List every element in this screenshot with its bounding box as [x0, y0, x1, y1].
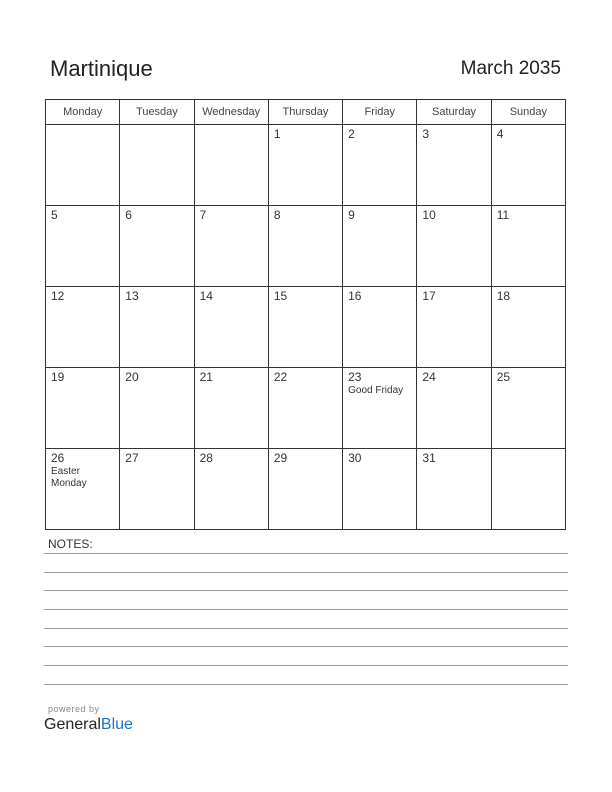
day-number: 30: [348, 451, 362, 465]
calendar-week-row: [46, 206, 566, 287]
holiday-label: Easter Monday: [51, 466, 87, 489]
note-line: [44, 553, 568, 554]
note-line: [44, 572, 568, 573]
day-number: 9: [348, 208, 355, 222]
weekday-header: Tuesday: [120, 100, 194, 125]
brand-general: General: [44, 716, 101, 733]
calendar-day-cell: [120, 206, 194, 287]
holiday-label: Good Friday: [348, 385, 404, 396]
day-number: 21: [199, 370, 213, 384]
day-number: 4: [496, 127, 504, 141]
day-number: 29: [273, 451, 288, 465]
day-number: 8: [273, 208, 281, 222]
calendar-day-cell: [268, 125, 342, 206]
calendar-day-cell: [268, 287, 342, 368]
weekday-header: Sunday: [491, 100, 565, 125]
brand-blue: Blue: [100, 716, 133, 733]
calendar-day-cell: [46, 368, 120, 449]
note-line: [44, 628, 568, 629]
weekday-header: Friday: [343, 100, 417, 125]
calendar-day-cell: [120, 125, 194, 206]
calendar-day-cell: [46, 287, 120, 368]
weekday-header-row: [46, 100, 566, 125]
calendar-day-cell: [268, 368, 342, 449]
weekday-header: Thursday: [268, 100, 342, 125]
calendar-day-cell: [417, 125, 491, 206]
day-number: 31: [422, 451, 436, 465]
day-number: 13: [125, 289, 139, 303]
note-line: [44, 684, 568, 685]
calendar-day-cell: [268, 449, 342, 530]
day-number: 11: [496, 208, 510, 222]
calendar-day-cell: [491, 449, 565, 530]
calendar-day-cell: [491, 125, 565, 206]
calendar-week-row: [46, 368, 566, 449]
day-number: 1: [273, 127, 281, 141]
day-number: 3: [422, 127, 430, 141]
day-number: 20: [125, 370, 139, 384]
calendar-day-cell: [194, 368, 268, 449]
calendar-day-cell: [343, 449, 417, 530]
calendar-day-cell: [194, 206, 268, 287]
calendar-week-row: [46, 125, 566, 206]
calendar-region-title: Martinique: [50, 56, 153, 81]
calendar-day-cell: [343, 125, 417, 206]
brand-logo: [44, 716, 133, 734]
calendar-day-cell: [46, 449, 120, 530]
day-number: 27: [125, 451, 139, 465]
day-number: 25: [496, 370, 511, 384]
note-line: [44, 609, 568, 610]
day-number: 18: [496, 289, 511, 303]
calendar-week-row: [46, 449, 566, 530]
day-number: 22: [273, 370, 288, 384]
calendar-day-cell: [46, 206, 120, 287]
calendar-day-cell: [417, 206, 491, 287]
weekday-header: Monday: [46, 100, 120, 125]
day-number: 15: [273, 289, 288, 303]
day-number: 28: [199, 451, 213, 465]
weekday-header: Saturday: [417, 100, 491, 125]
powered-by-text: powered by: [48, 704, 100, 714]
note-line: [44, 590, 568, 591]
calendar-day-cell: [120, 287, 194, 368]
calendar-day-cell: [491, 287, 565, 368]
calendar-day-cell: [417, 368, 491, 449]
calendar-day-cell: [120, 449, 194, 530]
day-number: 5: [51, 208, 58, 222]
calendar-day-cell: [194, 125, 268, 206]
day-number: 17: [422, 289, 436, 303]
day-number: 10: [422, 208, 436, 222]
calendar-month-year: March 2035: [460, 58, 561, 79]
calendar-day-cell: [417, 287, 491, 368]
calendar-day-cell: [343, 287, 417, 368]
day-number: 16: [348, 289, 362, 303]
calendar-day-cell: [491, 368, 565, 449]
note-line: [44, 646, 568, 647]
calendar-day-cell: [268, 206, 342, 287]
day-number: 23: [348, 370, 362, 384]
day-number: 2: [348, 127, 355, 141]
day-number: 6: [125, 208, 132, 222]
day-number: 14: [199, 289, 213, 303]
note-line: [44, 665, 568, 666]
calendar-day-cell: [343, 206, 417, 287]
calendar-day-cell: [120, 368, 194, 449]
calendar-day-cell: [491, 206, 565, 287]
notes-label: NOTES:: [48, 537, 93, 551]
calendar-day-cell: [194, 287, 268, 368]
calendar-grid: [45, 99, 566, 530]
calendar-week-row: [46, 287, 566, 368]
calendar-day-cell: [343, 368, 417, 449]
day-number: 7: [199, 208, 207, 222]
calendar-day-cell: [417, 449, 491, 530]
weekday-header: Wednesday: [194, 100, 268, 125]
day-number: 19: [51, 370, 65, 384]
calendar-day-cell: [194, 449, 268, 530]
day-number: 26: [51, 451, 65, 465]
day-number: 12: [51, 289, 65, 303]
day-number: 24: [422, 370, 436, 384]
calendar-day-cell: [46, 125, 120, 206]
